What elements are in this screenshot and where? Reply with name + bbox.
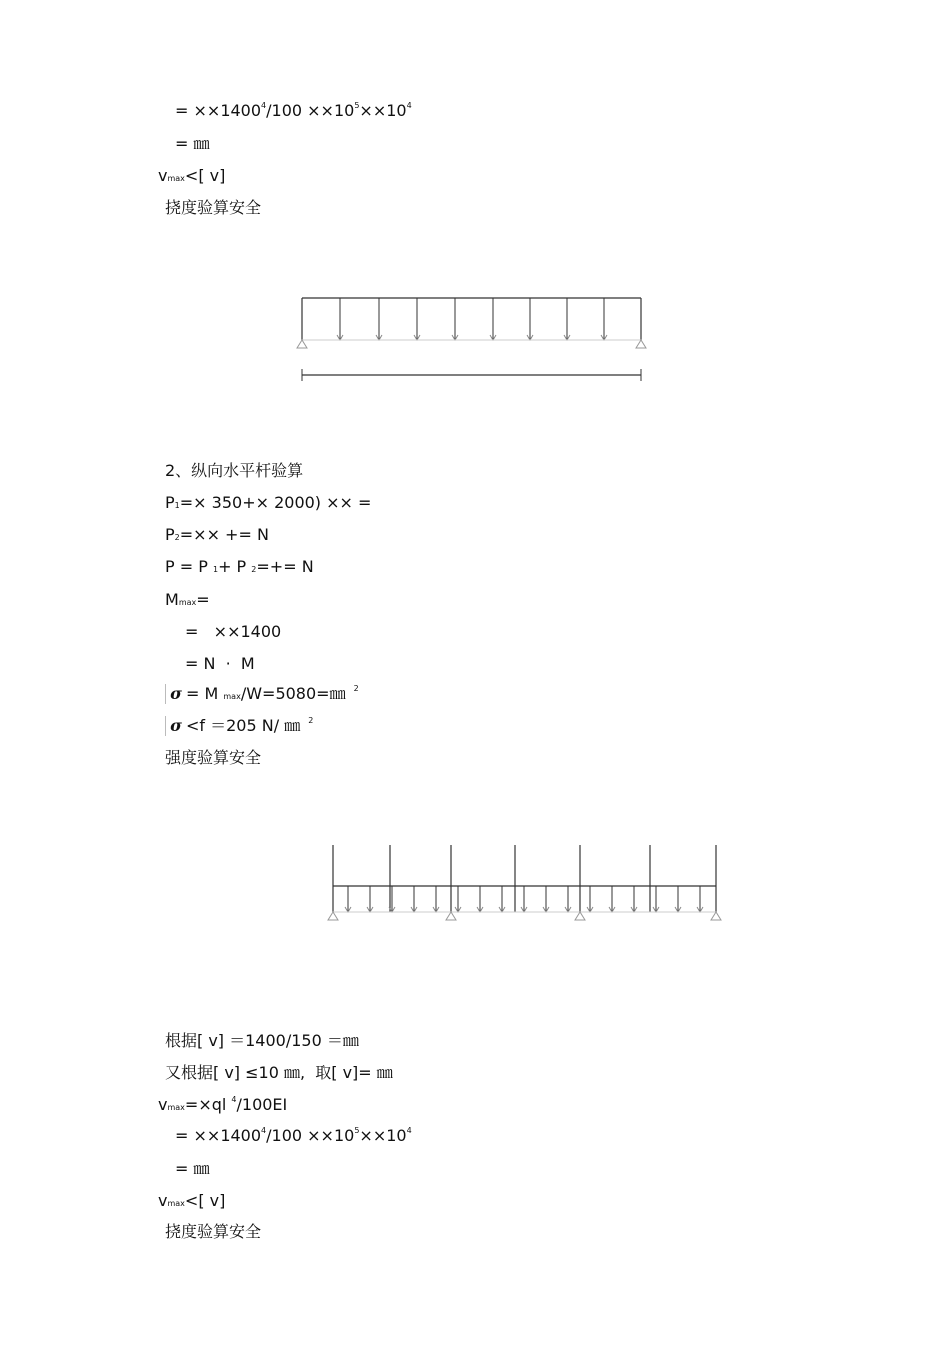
- exponent: 4: [231, 1095, 237, 1104]
- subscript: 1: [174, 501, 180, 510]
- expr-part: ××10: [359, 101, 407, 120]
- expr-part: =+= N: [256, 557, 314, 576]
- section-heading: 2、纵向水平杆验算: [165, 461, 304, 480]
- moment-calc-line: = ××1400: [185, 622, 282, 641]
- equals-sign: =: [196, 590, 210, 609]
- symbol-v: v: [158, 1095, 168, 1114]
- subscript: max: [167, 1199, 185, 1208]
- support: [575, 912, 585, 920]
- symbol-v: v: [158, 1191, 168, 1210]
- symbol-p: P: [165, 525, 175, 544]
- deflection-conclusion: 挠度验算安全: [165, 1222, 262, 1241]
- exponent: 4: [261, 1126, 267, 1135]
- expr-part: /100 ××10: [266, 101, 355, 120]
- expr-part: ××10: [359, 1126, 407, 1145]
- expr-part: /100 ××10: [266, 1126, 355, 1145]
- deflection-limit-1: 根据[ v] ＝1400/150 ＝㎜: [165, 1031, 359, 1050]
- expr-part: =×ql: [184, 1095, 232, 1114]
- moment-result: = N · M: [185, 654, 255, 673]
- equals-sign: =: [175, 1126, 194, 1145]
- comparison: <[ v]: [184, 166, 226, 185]
- exponent: 2: [308, 716, 314, 725]
- symbol-m: M: [165, 590, 179, 609]
- subscript: max: [178, 598, 197, 607]
- expr-part: ××1400: [193, 1126, 262, 1145]
- subscript: 2: [174, 533, 180, 542]
- deflection-conclusion: 挠度验算安全: [165, 198, 262, 217]
- exponent: 4: [261, 101, 267, 110]
- expr-part: = M: [186, 684, 224, 703]
- symbol-p: P: [165, 493, 175, 512]
- continuous-beam-diagram: [328, 845, 721, 920]
- subscript: max: [167, 1103, 185, 1112]
- expr-part: /W=5080=㎜: [240, 684, 346, 703]
- subscript: 2: [251, 565, 257, 574]
- sigma-symbol: σ: [165, 684, 186, 704]
- equals-sign: =: [175, 101, 194, 120]
- uniform-load-arrows: [345, 886, 703, 912]
- exponent: 4: [406, 101, 412, 110]
- symbol-v: v: [158, 166, 168, 185]
- comparison: <f ＝205 N/ ㎜: [186, 716, 301, 735]
- deflection-limit-2: 又根据[ v] ≤10 ㎜, 取[ v]= ㎜: [165, 1063, 393, 1082]
- support: [328, 912, 338, 920]
- sigma-symbol: σ: [165, 716, 186, 736]
- deflection-result: = ㎜: [175, 1159, 210, 1178]
- exponent: 4: [406, 1126, 412, 1135]
- exponent: 5: [354, 101, 360, 110]
- uniform-load-arrows: [337, 298, 607, 340]
- expr-part: /100EI: [236, 1095, 288, 1114]
- comparison: <[ v]: [184, 1191, 226, 1210]
- expr-part: =× 350+× 2000) ×× =: [179, 493, 372, 512]
- simple-beam-diagram: [297, 298, 646, 381]
- support-right: [636, 340, 646, 348]
- deflection-result: = ㎜: [175, 134, 210, 153]
- expr-part: P = P: [165, 557, 213, 576]
- expr-part: ××1400: [193, 101, 262, 120]
- expr-part: =×× += N: [179, 525, 269, 544]
- support: [711, 912, 721, 920]
- subscript: max: [223, 692, 241, 701]
- support: [446, 912, 456, 920]
- support-left: [297, 340, 307, 348]
- exponent: 5: [354, 1126, 360, 1135]
- subscript: max: [167, 174, 185, 183]
- subscript: 1: [212, 565, 219, 574]
- expr-part: + P: [218, 557, 252, 576]
- exponent: 2: [353, 684, 359, 693]
- strength-conclusion: 强度验算安全: [165, 748, 262, 767]
